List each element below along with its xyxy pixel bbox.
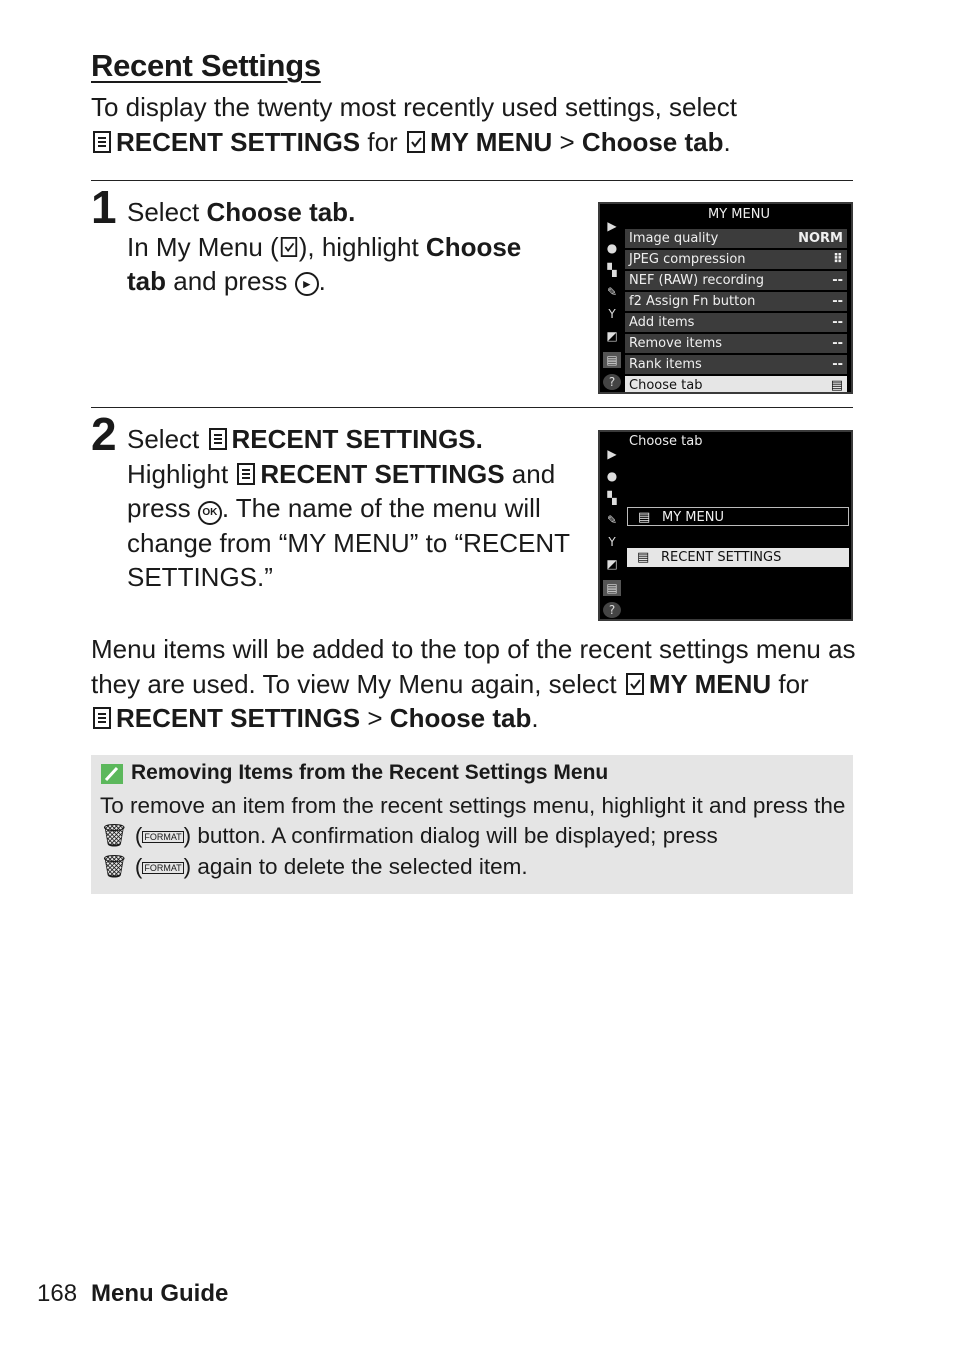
- camera-tab-icon[interactable]: ●: [606, 469, 618, 483]
- menu-item-value: ▤: [830, 378, 843, 393]
- choose-tab-term: Choose tab: [581, 126, 724, 157]
- playback-tab-icon[interactable]: ▶: [607, 219, 617, 233]
- option-recent-settings[interactable]: [627, 548, 849, 567]
- gt-text: >: [367, 703, 383, 733]
- step2-title-a: Select: [127, 424, 200, 454]
- gt-text: >: [559, 126, 575, 157]
- recent-settings-icon: [91, 130, 113, 154]
- menu-tab-sidebar: [600, 204, 624, 392]
- menu-item-assign-fn[interactable]: [625, 292, 847, 311]
- help-icon[interactable]: ?: [603, 602, 621, 618]
- press-text: press: [127, 493, 191, 523]
- step1-title-a: Select: [127, 197, 200, 227]
- recent-settings-icon: [235, 462, 257, 486]
- format-button-icon: FORMAT: [144, 863, 182, 873]
- multi-selector-right-icon: ▸: [295, 272, 319, 296]
- menu-item-choose-tab[interactable]: [625, 376, 847, 394]
- my-menu-term: MY MENU: [429, 126, 553, 157]
- period: .: [531, 703, 539, 733]
- option-my-menu[interactable]: [627, 507, 849, 526]
- help-icon[interactable]: ?: [603, 374, 621, 390]
- page-title: Recent Settings: [91, 48, 321, 83]
- pencil-note-icon: [101, 764, 123, 784]
- menu-item-label: Add items: [629, 315, 695, 330]
- camera-screen-my-menu: [598, 202, 853, 394]
- option-label: MY MENU: [662, 510, 724, 525]
- page-number: 168: [37, 1280, 78, 1307]
- choose-term: Choose: [425, 231, 522, 262]
- menu-item-label: Choose tab: [629, 378, 703, 393]
- format-button-icon: FORMAT: [144, 832, 182, 842]
- period: .: [318, 266, 326, 296]
- recent-settings-term: RECENT SETTINGS: [260, 458, 505, 489]
- my-menu-icon: [279, 235, 299, 259]
- recent-settings-term: RECENT SETTINGS: [116, 703, 361, 733]
- movie-tab-icon[interactable]: ▚: [607, 263, 617, 277]
- menu-item-remove-items[interactable]: [625, 334, 847, 353]
- outro-text: Menu items will be added to the top of the recent settings menu as they are used. To view My Menu again, select: [91, 634, 856, 699]
- intro-text: To display the twenty most recently used settings, select: [91, 92, 737, 122]
- menu-item-label: Remove items: [629, 336, 723, 351]
- ok-button-icon: OK: [198, 501, 222, 525]
- step1-line-a: In My Menu (: [127, 231, 279, 262]
- trash-icon: 🗑: [100, 854, 129, 879]
- period: .: [723, 126, 731, 157]
- camera-tab-icon[interactable]: ●: [606, 241, 618, 255]
- menu-item-nef-raw[interactable]: [625, 271, 847, 290]
- retouch-tab-icon[interactable]: ◩: [606, 329, 618, 343]
- menu-item-value: --: [832, 294, 843, 309]
- menu-item-jpeg-compression[interactable]: [625, 250, 847, 269]
- my-menu-term: MY MENU: [648, 668, 772, 699]
- camera-screen-choose-tab: [598, 430, 853, 621]
- my-menu-icon: ▤: [638, 510, 651, 525]
- menu-item-value: --: [832, 357, 843, 372]
- divider: [91, 180, 853, 181]
- note-body-c: again to delete the selected item.: [197, 854, 528, 879]
- note-title: Removing Items from the Recent Settings Menu: [131, 761, 609, 784]
- menu-item-value: --: [832, 336, 843, 351]
- menu-item-add-items[interactable]: [625, 313, 847, 332]
- for-text: for: [367, 126, 398, 157]
- note-box: [91, 755, 853, 894]
- screen-title: MY MENU: [708, 207, 770, 222]
- trash-icon: 🗑: [100, 823, 129, 848]
- recent-settings-icon: [91, 706, 113, 730]
- section-title: Menu Guide: [91, 1280, 229, 1307]
- step-number: 2: [91, 408, 117, 460]
- option-label: RECENT SETTINGS: [661, 550, 782, 565]
- step1-line-b: ), highlight: [298, 231, 419, 262]
- menu-item-image-quality[interactable]: [625, 229, 847, 248]
- my-menu-tab-icon[interactable]: ▤: [603, 580, 621, 596]
- outro-paragraph: [91, 632, 861, 736]
- menu-item-value: --: [832, 315, 843, 330]
- menu-item-value: ⠿: [832, 252, 843, 267]
- screen-title: Choose tab: [629, 434, 703, 449]
- my-menu-icon: [405, 130, 427, 154]
- note-body-b: button. A confirmation dialog will be displayed; press: [197, 823, 718, 848]
- menu-item-label: NEF (RAW) recording: [629, 273, 764, 288]
- intro-paragraph: [91, 90, 861, 159]
- pencil-tab-icon[interactable]: ✎: [606, 285, 618, 299]
- for-text: for: [778, 668, 809, 699]
- step2-rest: . The name of the menu will change from “MY MENU” to “RECENT SETTINGS.”: [127, 493, 570, 592]
- my-menu-tab-icon[interactable]: ▤: [603, 352, 621, 368]
- menu-item-value: NORM: [798, 231, 843, 246]
- menu-item-label: Image quality: [629, 231, 719, 246]
- my-menu-icon: [624, 672, 646, 696]
- menu-tab-sidebar: [600, 432, 624, 619]
- note-body-a: To remove an item from the recent settings menu, highlight it and press the: [100, 793, 846, 818]
- step1-text: [127, 195, 567, 299]
- wrench-tab-icon[interactable]: Y: [608, 535, 616, 549]
- and-text: and: [511, 458, 556, 489]
- tab-term: tab: [127, 266, 166, 296]
- menu-item-label: f2 Assign Fn button: [629, 294, 756, 309]
- menu-item-value: --: [832, 273, 843, 288]
- wrench-tab-icon[interactable]: Y: [608, 307, 616, 321]
- and-press: and press: [173, 266, 288, 296]
- recent-settings-icon: [207, 427, 229, 451]
- step2-text: [127, 422, 577, 595]
- step1-title-b: Choose tab.: [206, 197, 356, 227]
- note-body: To remove an item from the recent settings menu, highlight it and press the 🗑 ( FORMAT) button. A confirmation dialog will be displayed; press 🗑 ( FORMAT) again to delete the selected item.: [100, 793, 846, 879]
- divider: [91, 407, 853, 408]
- pencil-tab-icon[interactable]: ✎: [606, 513, 618, 527]
- playback-tab-icon[interactable]: ▶: [607, 447, 617, 461]
- movie-tab-icon[interactable]: ▚: [607, 491, 617, 505]
- menu-item-label: Rank items: [629, 357, 702, 372]
- menu-item-label: JPEG compression: [629, 252, 746, 267]
- recent-settings-icon: ▤: [637, 550, 650, 565]
- step2-title-b: RECENT SETTINGS.: [231, 424, 483, 454]
- menu-item-rank-items[interactable]: [625, 355, 847, 374]
- choose-tab-term: Choose tab: [389, 703, 532, 733]
- step-number: 1: [91, 181, 117, 233]
- recent-settings-term: RECENT SETTINGS: [116, 126, 361, 157]
- highlight-text: Highlight: [127, 458, 229, 489]
- retouch-tab-icon[interactable]: ◩: [606, 557, 618, 571]
